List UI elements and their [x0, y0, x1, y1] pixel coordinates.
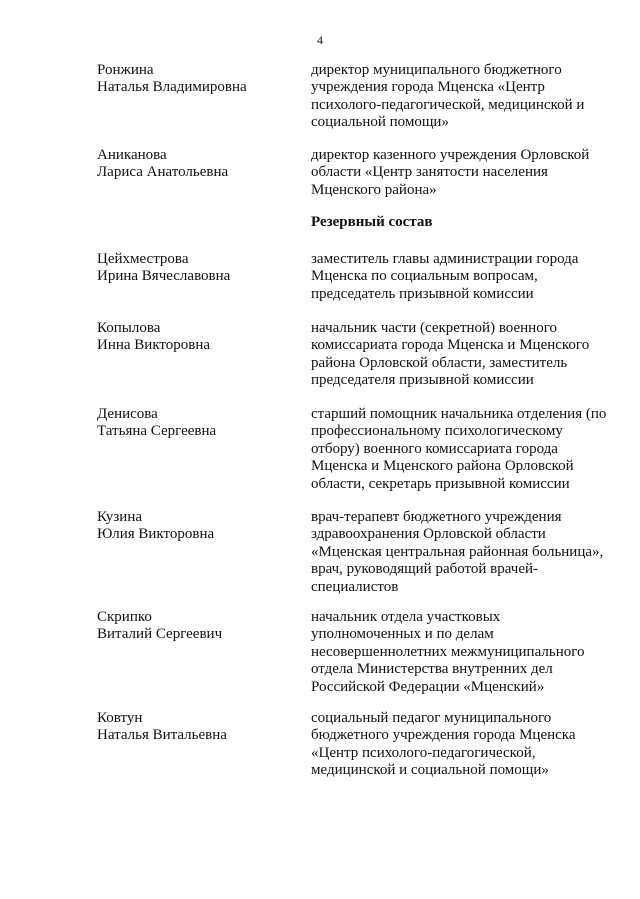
member-position — [311, 251, 616, 303]
position-line: врач-терапевт бюджетного учреждения — [311, 509, 562, 525]
position-line: Российской Федерации «Мценский» — [311, 678, 545, 695]
member-surname: Аниканова — [97, 147, 167, 163]
position-line: отбору) военного комиссариата города — [311, 440, 558, 457]
member-surname: Ковтун — [97, 710, 143, 726]
position-line: психолого-педагогической, медицинской и — [311, 96, 585, 113]
member-position — [311, 609, 616, 696]
position-line: «Мценская центральная районная больница», — [311, 543, 604, 560]
member-given-names: Ирина Вячеславовна — [97, 268, 231, 285]
member-name — [97, 406, 297, 441]
position-line: бюджетного учреждения города Мценска — [311, 727, 576, 744]
member-position — [311, 406, 616, 493]
position-line: района Орловской области, заместитель — [311, 354, 568, 371]
member-given-names: Виталий Сергеевич — [97, 626, 223, 643]
member-surname: Денисова — [97, 406, 158, 422]
member-name — [97, 251, 297, 286]
member-name — [97, 609, 297, 644]
position-line: «Центр психолого-педагогической, — [311, 744, 536, 761]
position-line: социальный педагог муниципального — [311, 710, 552, 726]
member-position — [311, 147, 616, 199]
position-line: старший помощник начальника отделения (по — [311, 406, 607, 422]
position-line: директор казенного учреждения Орловской — [311, 147, 590, 163]
section-title-reserve: Резервный состав — [311, 214, 433, 230]
member-name — [97, 710, 297, 745]
page-number: 4 — [317, 33, 323, 47]
position-line: здравоохранения Орловской области — [311, 526, 546, 543]
position-line: области, секретарь призывной комиссии — [311, 475, 570, 492]
position-line: учреждения города Мценска «Центр — [311, 79, 545, 96]
member-given-names: Инна Викторовна — [97, 337, 211, 354]
position-line: заместитель главы администрации города — [311, 251, 579, 267]
member-surname: Кузина — [97, 509, 143, 525]
position-line: комиссариата города Мценска и Мценского — [311, 337, 590, 354]
position-line: председателя призывной комиссии — [311, 372, 534, 389]
member-name — [97, 62, 297, 97]
position-line: специалистов — [311, 578, 399, 595]
position-line: Мценского района» — [311, 181, 437, 198]
position-line: председатель призывной комиссии — [311, 285, 534, 302]
position-line: начальник отдела участковых — [311, 609, 501, 625]
position-line: профессиональному психологическому — [311, 423, 563, 440]
member-position — [311, 62, 616, 132]
member-given-names: Татьяна Сергеевна — [97, 423, 217, 440]
member-given-names: Лариса Анатольевна — [97, 164, 229, 181]
position-line: Мценска и Мценского района Орловской — [311, 458, 574, 475]
member-name — [97, 509, 297, 544]
member-position — [311, 509, 616, 596]
position-line: врач, руководящий работой врачей- — [311, 561, 539, 578]
position-line: директор муниципального бюджетного — [311, 62, 562, 78]
member-position — [311, 710, 616, 780]
member-surname: Цейхместрова — [97, 251, 189, 267]
member-position — [311, 320, 616, 390]
position-line: социальной помощи» — [311, 114, 449, 131]
member-name — [97, 147, 297, 182]
position-line: несовершеннолетних межмуниципального — [311, 643, 585, 660]
member-surname: Копылова — [97, 320, 161, 336]
member-surname: Скрипко — [97, 609, 152, 625]
member-name — [97, 320, 297, 355]
position-line: уполномоченных и по делам — [311, 626, 494, 643]
member-surname: Ронжина — [97, 62, 154, 78]
position-line: области «Центр занятости населения — [311, 164, 548, 181]
position-line: Мценска по социальным вопросам, — [311, 268, 538, 285]
position-line: начальник части (секретной) военного — [311, 320, 557, 336]
member-given-names: Юлия Викторовна — [97, 526, 215, 543]
position-line: отдела Министерства внутренних дел — [311, 661, 553, 678]
position-line: медицинской и социальной помощи» — [311, 762, 549, 779]
member-given-names: Наталья Владимировна — [97, 79, 247, 96]
member-given-names: Наталья Витальевна — [97, 727, 227, 744]
